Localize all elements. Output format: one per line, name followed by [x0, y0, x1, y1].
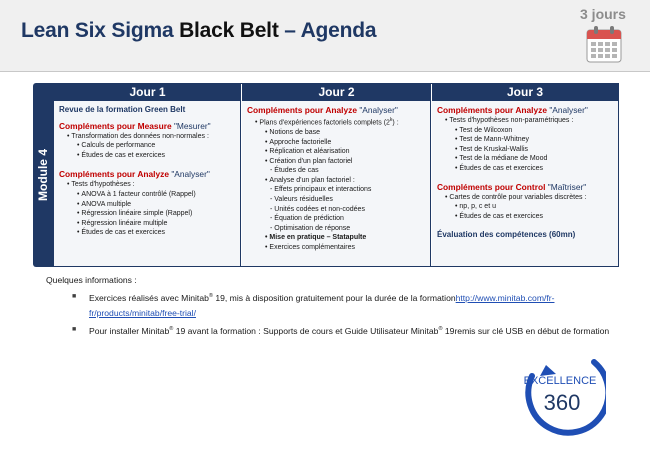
- logo-word: EXCELLENCE: [523, 375, 597, 387]
- list-item: • Test de Kruskal-Wallis: [437, 145, 615, 155]
- evaluation-label: Évaluation des compétences (60mn): [437, 230, 576, 240]
- info-title: Quelques informations :: [46, 275, 137, 285]
- logo-number: 360: [543, 390, 581, 415]
- list-item: • Réplication et aléarisation: [247, 147, 427, 157]
- list-item: • Calculs de performance: [59, 141, 237, 151]
- list-item: • Notions de base: [247, 128, 427, 138]
- agenda-header-row: [54, 84, 618, 101]
- list-item: • Plans d'expériences factoriels complets (2$^k$) :: [247, 116, 427, 128]
- calendar-icon: [586, 25, 622, 63]
- list-item: • Régression linéaire simple (Rappel): [59, 209, 237, 219]
- list-item: • Tests d'hypothèses non-paramétriques :: [437, 116, 615, 126]
- day-3-section-analyze: Compléments pour Analyze "Analyser": [437, 105, 588, 115]
- list-item: • Analyse d'un plan factoriel :: [247, 176, 427, 186]
- list-item: • Études de cas et exercices: [437, 164, 615, 174]
- day-2-column: [242, 101, 431, 266]
- list-item: • Test de Wilcoxon: [437, 126, 615, 136]
- list-item: • Mise en pratique – Statapulte: [247, 233, 427, 243]
- list-item: • Transformation des données non-normales :: [59, 132, 237, 142]
- list-item: • Cartes de contrôle pour variables discrètes :: [437, 193, 615, 203]
- list-item: • Études de cas et exercices: [59, 228, 237, 238]
- day-1-lead: Revue de la formation Green Belt: [59, 105, 186, 114]
- list-item: • Test de Mann-Whitney: [437, 135, 615, 145]
- square-bullet-icon: ■: [72, 293, 77, 300]
- list-item: - Unités codées et non-codées: [247, 205, 427, 215]
- day-header-2: Jour 2: [242, 84, 432, 101]
- list-item: • ANOVA à 1 facteur contrôlé (Rappel): [59, 190, 237, 200]
- list-item: • Création d'un plan factoriel: [247, 157, 427, 167]
- duration-label: 3 jours: [580, 6, 626, 22]
- day-header-1: Jour 1: [54, 84, 242, 101]
- list-item: • Études de cas et exercices: [437, 212, 615, 222]
- list-item: • np, p, c et u: [437, 202, 615, 212]
- day-2-section-analyze: Compléments pour Analyze "Analyser": [247, 105, 398, 115]
- page-title: Lean Six Sigma Black Belt – Agenda: [21, 19, 377, 42]
- list-item: • ANOVA multiple: [59, 200, 237, 210]
- info-section: [46, 275, 626, 339]
- list-item: • Test de la médiane de Mood: [437, 154, 615, 164]
- square-bullet-icon: ■: [72, 325, 77, 333]
- day-header-3: Jour 3: [506, 85, 543, 99]
- list-item: - Effets principaux et interactions: [247, 185, 427, 195]
- excellence-360-logo: [516, 352, 606, 442]
- list-item: • Approche factorielle: [247, 138, 427, 148]
- header-bar: [0, 0, 650, 72]
- minitab-trial-link[interactable]: http://www.minitab.com/fr-fr/products/minitab/free-trial/: [89, 292, 555, 318]
- day-1-section-measure: Compléments pour Measure "Mesurer": [59, 120, 211, 131]
- day-3-section-control: Compléments pour Control "Maîtriser": [437, 181, 587, 192]
- list-item: - Études de cas: [247, 166, 427, 176]
- list-item: • Tests d'hypothèses :: [59, 180, 237, 190]
- info-item-install: ■ Pour installer Minitab® 19 avant la formation : Supports de cours et Guide Utilisateur Minitab® 19remis sur clé USB en début de formation: [46, 322, 626, 339]
- module-label-tab: [33, 83, 53, 267]
- module-label: Module 4: [36, 148, 50, 202]
- list-item: - Optimisation de réponse: [247, 224, 427, 234]
- info-item-minitab-trial: ■ Exercices réalisés avec Minitab® 19, mis à disposition gratuitement pour la durée de la formationhttp://www.minitab.com/fr-fr/products/minitab/free-trial/: [46, 289, 626, 321]
- list-item: • Exercices complémentaires: [247, 243, 427, 253]
- day-3-column: [432, 101, 618, 266]
- list-item: • Études de cas et exercices: [59, 151, 237, 161]
- agenda-table: [53, 83, 619, 267]
- list-item: - Équation de prédiction: [247, 214, 427, 224]
- list-item: • Régression linéaire multiple: [59, 219, 237, 229]
- day-1-column: [54, 101, 241, 266]
- list-item: - Valeurs résiduelles: [247, 195, 427, 205]
- day-1-section-analyze: Compléments pour Analyze "Analyser": [59, 169, 210, 180]
